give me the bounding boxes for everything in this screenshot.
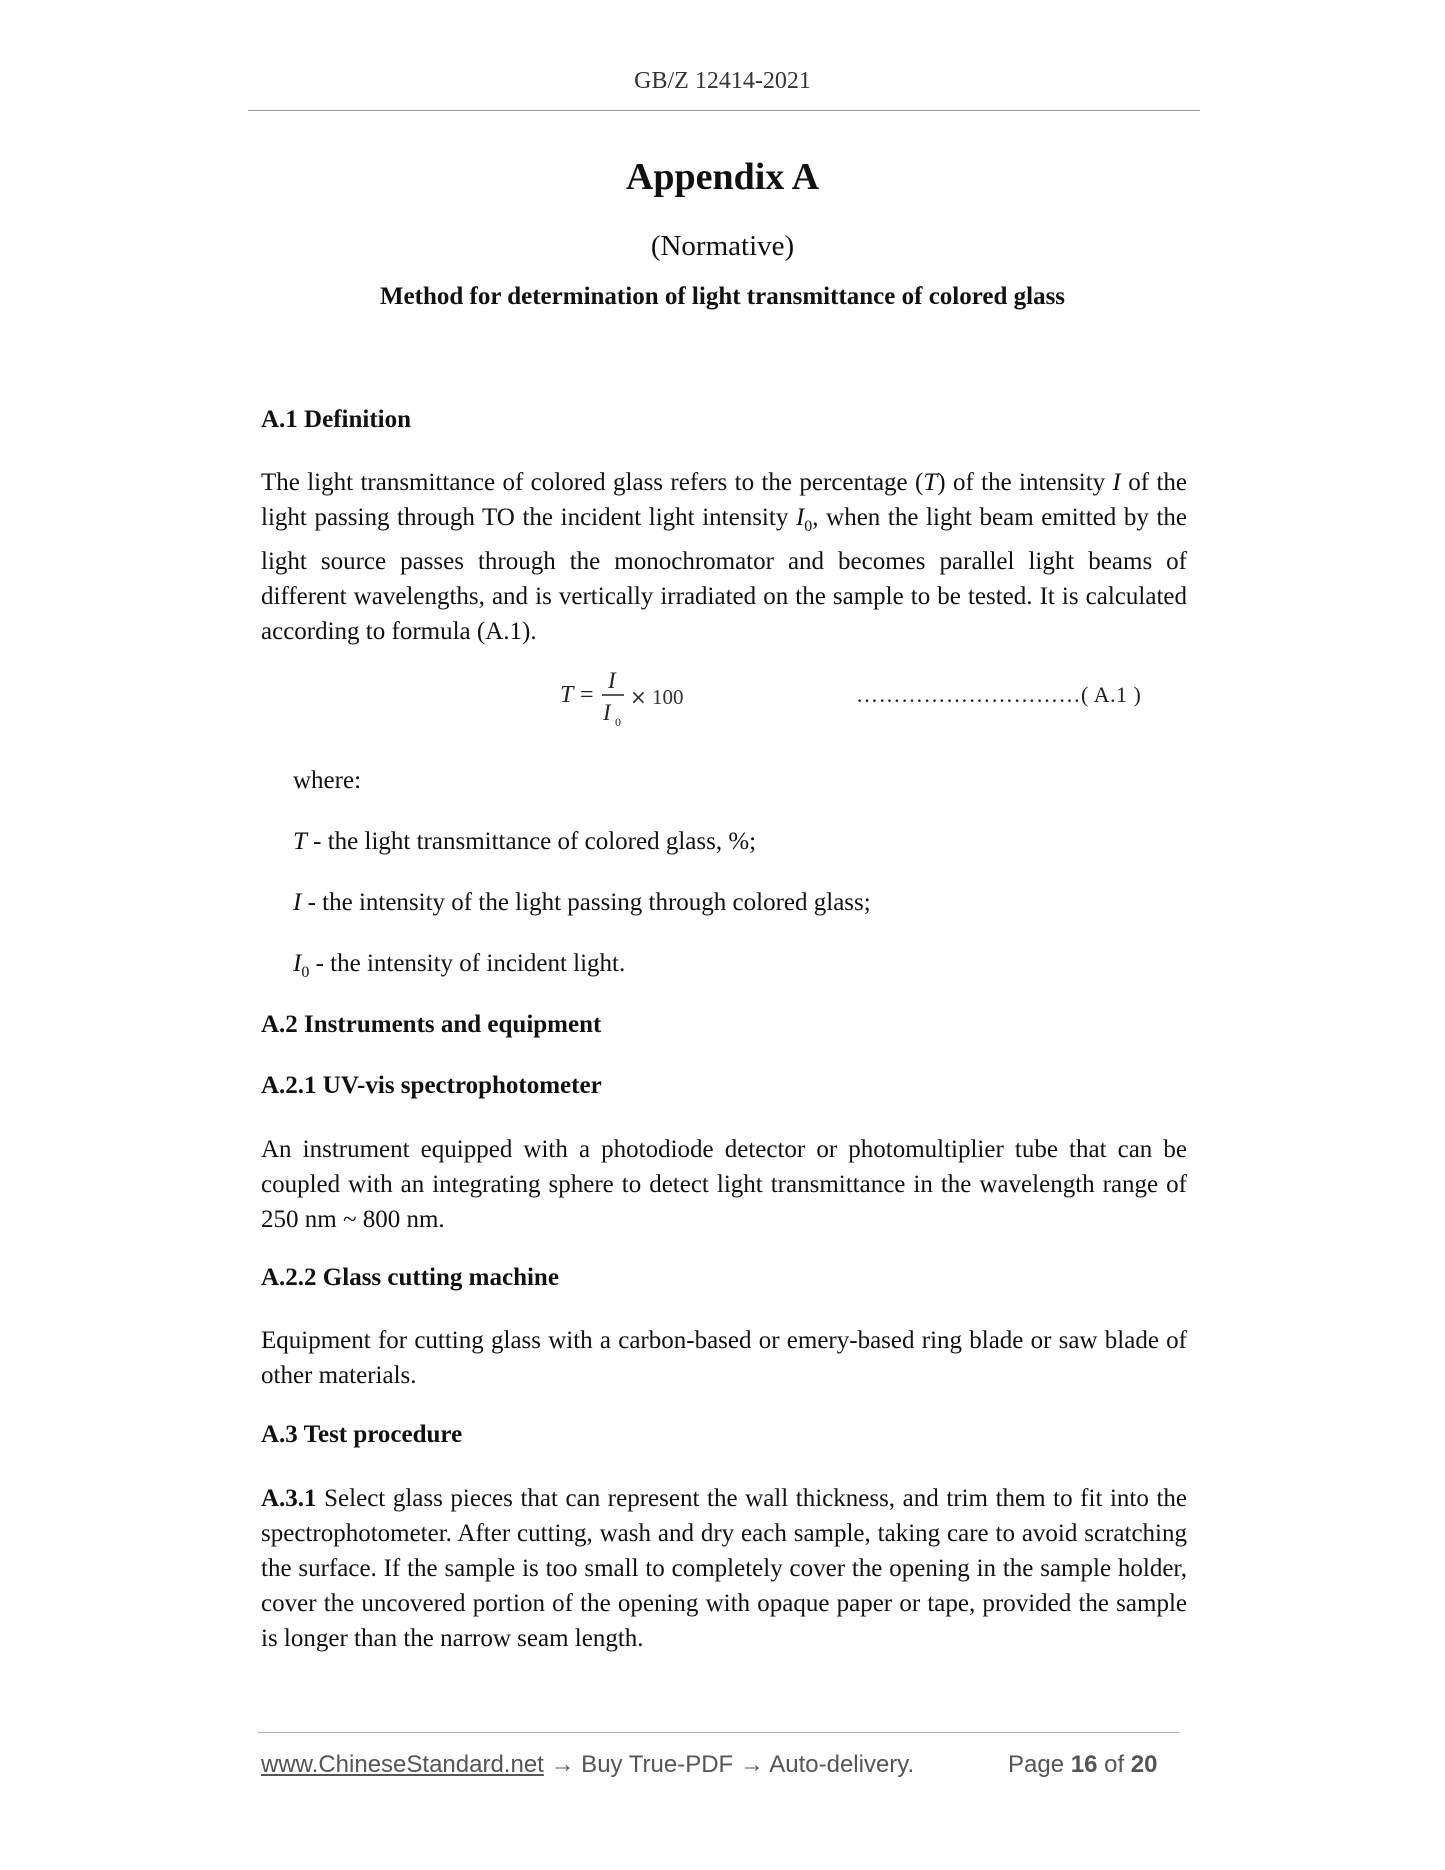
appendix-type: (Normative) xyxy=(650,230,795,262)
definition-symbol: I xyxy=(293,889,302,916)
section-a2-heading: A.2 Instruments and equipment xyxy=(261,1011,602,1038)
footer-promo xyxy=(261,1751,914,1779)
section-a31-paragraph xyxy=(261,1481,1187,1656)
symbol-T: T xyxy=(923,469,938,496)
definition-item xyxy=(293,828,756,856)
footer-page-number xyxy=(1008,1751,1158,1779)
formula-label: ( A.1 ) xyxy=(1081,682,1142,707)
text-run: The light transmittance of colored glass refers to the percentage ( xyxy=(261,469,924,496)
formula-factor: 100 xyxy=(652,685,684,709)
section-a21-heading: A.2.1 UV-vis spectrophotometer xyxy=(261,1072,602,1099)
section-a31-label: A.3.1 xyxy=(261,1485,317,1512)
formula-denominator: I xyxy=(603,700,611,725)
formula-lhs: T xyxy=(560,682,574,708)
definition-text: - the light transmittance of colored glass, %; xyxy=(306,828,757,855)
definition-subscript: 0 xyxy=(301,964,310,981)
definition-text: - the intensity of incident light. xyxy=(309,950,626,977)
formula-graphic xyxy=(560,668,700,738)
formula-equals: = xyxy=(580,682,594,708)
formula-times: × xyxy=(630,685,647,709)
formula-number xyxy=(856,682,1141,708)
section-a1-heading: A.1 Definition xyxy=(261,406,411,433)
section-a21-paragraph: An instrument equipped with a photodiode detector or photomultiplier tube that can be coupled with an integrating sphere to detect light transmittance in the wavelength range of 250 nm ~ 800 nm. xyxy=(261,1136,1187,1233)
formula-a1 xyxy=(560,668,700,738)
formula-numerator: I xyxy=(608,668,616,693)
definition-symbol: I xyxy=(293,950,302,977)
of-label: of xyxy=(1104,1751,1125,1778)
formula-leader-dots: ………………………… xyxy=(856,682,1081,707)
symbol-I0: I xyxy=(795,504,805,531)
header-standard-code: GB/Z 12414-2021 xyxy=(634,68,811,94)
section-a22-paragraph: Equipment for cutting glass with a carbon-based or emery-based ring blade or saw blade of other materials. xyxy=(261,1327,1187,1389)
footer-promo-text: → Buy True-PDF → Auto-delivery. xyxy=(543,1751,915,1778)
appendix-title: Appendix A xyxy=(625,156,820,198)
header-divider xyxy=(248,110,1200,111)
definition-item xyxy=(293,950,625,982)
section-a3-heading: A.3 Test procedure xyxy=(261,1421,463,1448)
appendix-method-title: Method for determination of light transmittance of colored glass xyxy=(379,283,1066,310)
definition-text: - the intensity of the light passing through colored glass; xyxy=(301,889,871,916)
total-pages: 20 xyxy=(1130,1751,1158,1778)
section-a22-heading: A.2.2 Glass cutting machine xyxy=(261,1264,559,1291)
formula-denominator-subscript: 0 xyxy=(615,715,621,729)
definition-item xyxy=(293,889,871,917)
text-run: of the light passing through TO the incident light intensity xyxy=(261,469,1187,531)
definition-symbol: T xyxy=(293,828,307,855)
footer-site-link[interactable]: www.ChineseStandard.net xyxy=(261,1751,544,1778)
where-label: where: xyxy=(293,767,362,794)
symbol-I0-subscript: 0 xyxy=(804,518,813,535)
section-a31-text: Select glass pieces that can represent the wall thickness, and trim them to fit into the spectrophotometer. After cutting, wash and dry each sample, taking care to avoid scratching the surface. If the sample is too small to completely cover the opening in the sample holder, cover the uncovered portion of the opening with opaque paper or tape, provided the sample is longer than the narrow seam length. xyxy=(261,1485,1187,1652)
page-label: Page xyxy=(1008,1751,1065,1778)
symbol-I: I xyxy=(1112,469,1121,496)
text-run: ) of the intensity xyxy=(937,469,1113,496)
current-page: 16 xyxy=(1070,1751,1098,1778)
footer-divider xyxy=(258,1732,1180,1733)
text-run: , when the light beam emitted by the light source passes through the monochromator and becomes parallel light beams of different wavelengths, and is vertically irradiated on the sample to be tested. It is calculated according to formula (A.1). xyxy=(261,504,1187,645)
section-a1-paragraph xyxy=(261,465,1187,649)
